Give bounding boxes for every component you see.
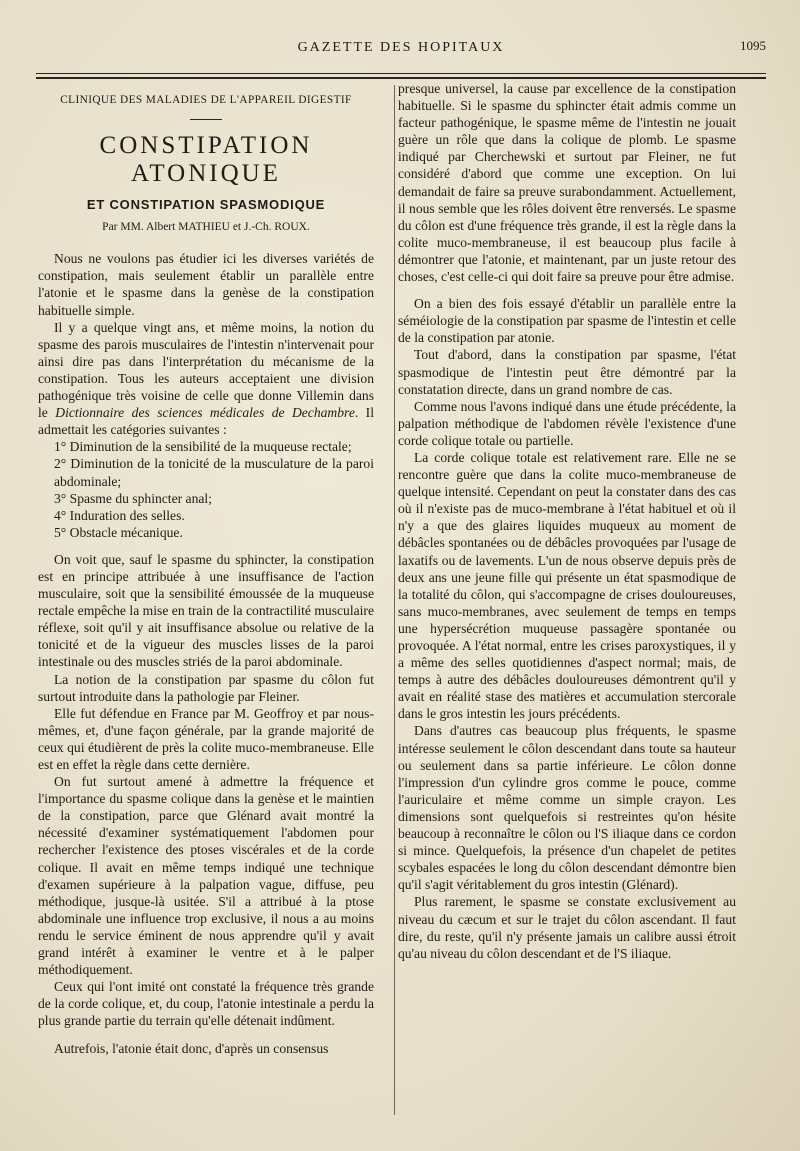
paragraph: La corde colique totale est relativement rare. Elle ne se rencontre guère que dans la colite muco-membraneuse de quelque intensité. Cependant on peut la constater dans des cas où il n'existe pas de muco-membrane à l'état habituel et où il n'y a que des glaires liquides muqueux au moment de débâcles spontanées ou de débâcles provoquées par l'usage de laxatifs ou de lavements. L'un de nous observe depuis près de deux ans une jeune fille qui présente un état spasmodique de la totalité du côlon, qui s'accompagne de crises douloureuses, sans muco-membranes, avec seulement de temps en temps une hypersécrétion muqueuse passagère spontanée ou provoquée. A l'état normal, entre les crises paroxystiques, il y a même des selles quotidiennes d'aspect normal; mais, de temps à autre des débâcles douloureuses démontrent qu'il y avait en réalité stase des matières et accumulation stercorale dans le gros intestin les jours précédents. (398, 449, 736, 722)
paragraph: On a bien des fois essayé d'établir un parallèle entre la séméiologie de la constipation par spasme de l'intestin et celle de la constipation par atonie. (398, 296, 736, 346)
list-item: 2° Diminution de la tonicité de la musculature de la paroi abdominale; (54, 456, 374, 489)
paragraph: Elle fut défendue en France par M. Geoffroy et par nous-mêmes, et, d'une façon générale, par la grande majorité de ceux qui étudièrent de près la colite muco-membraneuse. Elle est en effet la règle dans cette dernière. (38, 705, 374, 772)
right-column (398, 80, 736, 962)
paragraph: Tout d'abord, dans la constipation par spasme, l'état spasmodique de l'intestin peut être démontré par la constatation directe, dans un grand nombre de cas. (398, 347, 736, 397)
paragraph: Ceux qui l'ont imité ont constaté la fréquence très grande de la corde colique, et, du coup, l'atonie intestinale a perdu la plus grande partie du terrain qu'elle détenait indûment. (38, 979, 374, 1029)
section-label: CLINIQUE DES MALADIES DE L'APPAREIL DIGESTIF (60, 94, 352, 106)
cited-work: Dictionnaire des sciences médicales de Dechambre (55, 405, 355, 421)
paragraph (38, 319, 374, 439)
paragraph: Comme nous l'avons indiqué dans une étude précédente, la palpation méthodique de l'abdomen révèle l'existence d'une corde colique totale ou partielle. (398, 398, 736, 448)
article-authors: Par MM. Albert MATHIEU et J.-Ch. ROUX. (102, 221, 310, 234)
list-item: 4° Induration des selles. (54, 507, 185, 523)
article-subtitle: ET CONSTIPATION SPASMODIQUE (86, 197, 326, 213)
list-item: 5° Obstacle mécanique. (54, 524, 183, 540)
paragraph: Nous ne voulons pas étudier ici les diverses variétés de constipation, mais seulement établir un parallèle entre l'atonie et le spasme dans la genèse de la constipation habituelle simple. (38, 251, 374, 318)
running-title: GAZETTE DES HOPITAUX (297, 40, 505, 55)
title-divider (190, 119, 222, 120)
paragraph: presque universel, la cause par excellence de la constipation habituelle. Si le spasme du sphincter était admis comme un facteur pathogénique, le spasme même de l'intestin ne jouait guère un rôle que dans la colique de plomb. Le spasme indiqué par Cherchewski et surtout par Fleiner, ne fut considéré d'abord que comme une exception. On lui demandait de faire sa preuve surabondamment. Actuellement, il nous semble que les rôles doivent être renversés. Le spasme du côlon est d'une fréquence très grande, il est la règle dans la colite muco-membraneuse, il est beaucoup plus facile à démontrer que l'atonie, et maintenant, par un juste retour des choses, c'est celle-ci qui doit faire sa preuve pour être admise. (398, 81, 736, 285)
left-column (38, 90, 374, 1057)
paragraph: On voit que, sauf le spasme du sphincter, la constipation est en principe attribuée à une insuffisance de l'action musculaire, soit que la sensibilité émoussée de la muqueuse rectale empêche la mise en train de la contractilité musculaire réflexe, soit qu'il y ait insuffisance absolue ou relative de la tonicité et de la vigueur des muscles lisses de la paroi intestinale ou des muscles striés de la paroi abdominale. (38, 551, 374, 670)
paragraph-text: Il y a quelque vingt ans, et même moins, la notion du spasme des parois musculaires de l'intestin n'intervenait pour ainsi dire pas dans l'interprétation du mécanisme de la constipation. Tous les auteurs acceptaient une division pathogénique très voisine de celle que donne Villemin dans le (38, 319, 374, 421)
column-divider (394, 85, 395, 1115)
paragraph: Autrefois, l'atonie était donc, d'après un consensus (54, 1040, 329, 1056)
paragraph: On fut surtout amené à admettre la fréquence et l'importance du spasme colique dans la genèse et le maintien de la constipation, parce que Glénard avait montré la nécessité d'examiner systématiquement l'abdomen pour rechercher l'existence des ptoses viscérales et de la corde colique. Il avait en même temps indiqué une technique d'examen supérieure à la palpation vague, diffuse, peu méthodique, jusque-là usitée. S'il a attribué à la ptose abdominale une influence trop exclusive, il nous a au moins rendu le service éminent de nous apprendre qu'il y avait grand intérêt à examiner le ventre et à le palper méthodiquement. (38, 774, 374, 978)
page-header (36, 40, 766, 64)
page-number: 1095 (740, 38, 766, 53)
list-item: 3° Spasme du sphincter anal; (54, 490, 212, 506)
header-rule-thick (36, 77, 766, 79)
paragraph: La notion de la constipation par spasme du côlon fut surtout introduite dans la pathologie par Fleiner. (38, 671, 374, 704)
list-item: 1° Diminution de la sensibilité de la muqueuse rectale; (54, 439, 352, 455)
article-title: CONSTIPATION ATONIQUE (99, 132, 313, 188)
header-rule-thin (36, 73, 766, 74)
paragraph: Plus rarement, le spasme se constate exclusivement au niveau du cæcum et sur le trajet du côlon ascendant. Il faut dire, du reste, qu'il n'y présente jamais un calibre aussi étroit qu'au niveau du côlon descendant et de l'S iliaque. (398, 894, 736, 961)
paragraph-text: . Il admettait les catégories suivantes : (38, 405, 374, 438)
paragraph: Dans d'autres cas beaucoup plus fréquents, le spasme intéresse seulement le côlon descendant dans toute sa hauteur ou seulement dans sa partie inférieure. Le côlon donne l'impression d'un cylindre gros comme le pouce, comme l'auriculaire et même comme un simple crayon. Les dimensions sont quelquefois si restreintes qu'on hésite beaucoup à reconnaître le côlon ou l'S iliaque dans ce cordon si mince. Quelquefois, la présence d'un chapelet de petites scybales espacées le long du côlon descendant démontre bien qu'il s'agit véritablement du gros intestin (Glénard). (398, 723, 736, 893)
